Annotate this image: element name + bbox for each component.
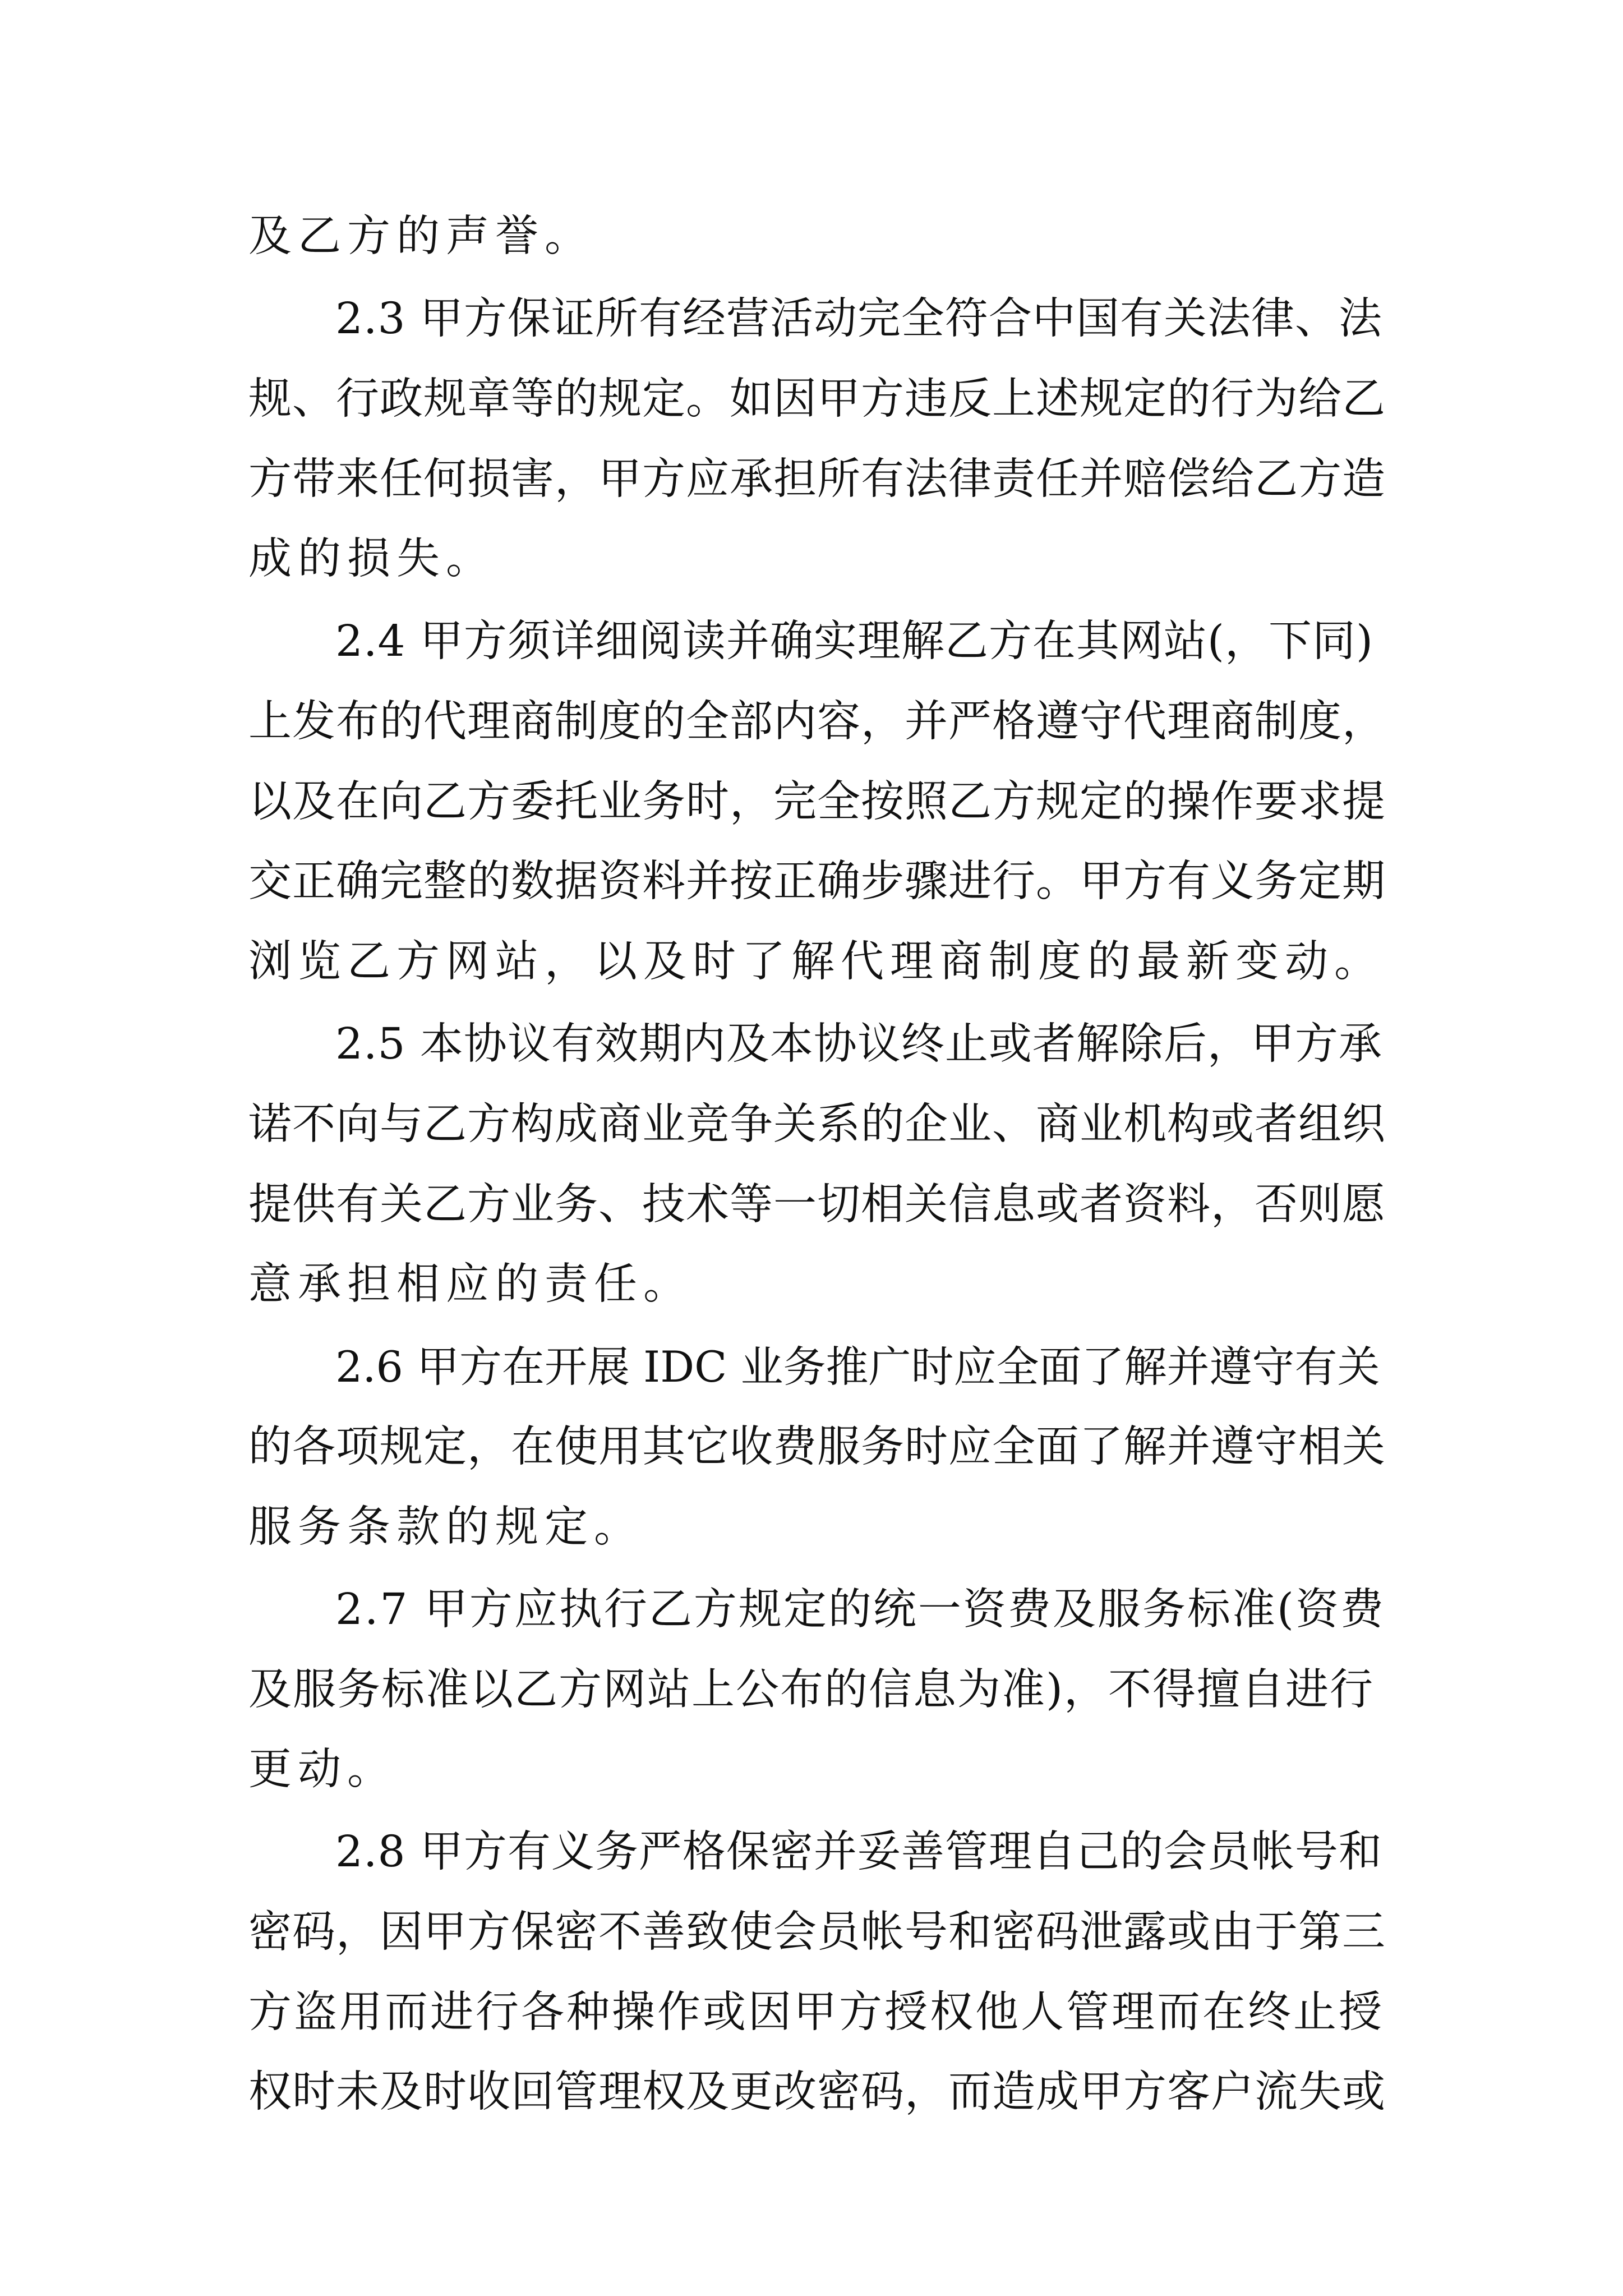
text-line: 浏览乙方网站，以及时了解代理商制度的最新变动。 (248, 937, 1384, 987)
clause-2-8-first-line: 2.8 甲方有义务严格保密并妥善管理自己的会员帐号和 (335, 1827, 1382, 1877)
text-line: 规、行政规章等的规定。如因甲方违反上述规定的行为给乙 (248, 374, 1386, 424)
text-line: 密码，因甲方保密不善致使会员帐号和密码泄露或由于第三 (248, 1907, 1386, 1957)
text-line: 更动。 (248, 1745, 396, 1795)
text-line: 提供有关乙方业务、技术等一切相关信息或者资料，否则愿 (248, 1180, 1386, 1230)
text-line: 意承担相应的责任。 (248, 1259, 693, 1309)
text-line: 交正确完整的数据资料并按正确步骤进行。甲方有义务定期 (248, 857, 1386, 907)
clause-2-3-first-line: 2.3 甲方保证所有经营活动完全符合中国有关法律、法 (335, 294, 1382, 344)
text-line: 服务条款的规定。 (248, 1502, 643, 1552)
text-line: 及乙方的声誉。 (248, 211, 594, 261)
clause-2-4-first-line: 2.4 甲方须详细阅读并确实理解乙方在其网站(，下同) (335, 616, 1374, 666)
clause-2-5-first-line: 2.5 本协议有效期内及本协议终止或者解除后，甲方承 (335, 1019, 1382, 1069)
text-line: 诺不向与乙方构成商业竞争关系的企业、商业机构或者组织 (248, 1099, 1386, 1149)
clause-2-7-first-line: 2.7 甲方应执行乙方规定的统一资费及服务标准(资费 (335, 1585, 1385, 1635)
clause-2-6-first-line: 2.6 甲方在开展 IDC 业务推广时应全面了解并遵守有关 (335, 1342, 1380, 1392)
text-line: 上发布的代理商制度的全部内容，并严格遵守代理商制度， (248, 697, 1386, 747)
text-line: 的各项规定，在使用其它收费服务时应全面了解并遵守相关 (248, 1422, 1386, 1472)
text-line: 权时未及时收回管理权及更改密码，而造成甲方客户流失或 (248, 2067, 1386, 2117)
text-line: 方带来任何损害，甲方应承担所有法律责任并赔偿给乙方造 (248, 454, 1386, 504)
text-line: 成的损失。 (248, 534, 495, 584)
text-line: 方盗用而进行各种操作或因甲方授权他人管理而在终止授 (248, 1987, 1384, 2037)
text-line: 以及在向乙方委托业务时，完全按照乙方规定的操作要求提 (248, 777, 1386, 827)
text-line: 及服务标准以乙方网站上公布的信息为准)，不得擅自进行 (248, 1665, 1375, 1715)
